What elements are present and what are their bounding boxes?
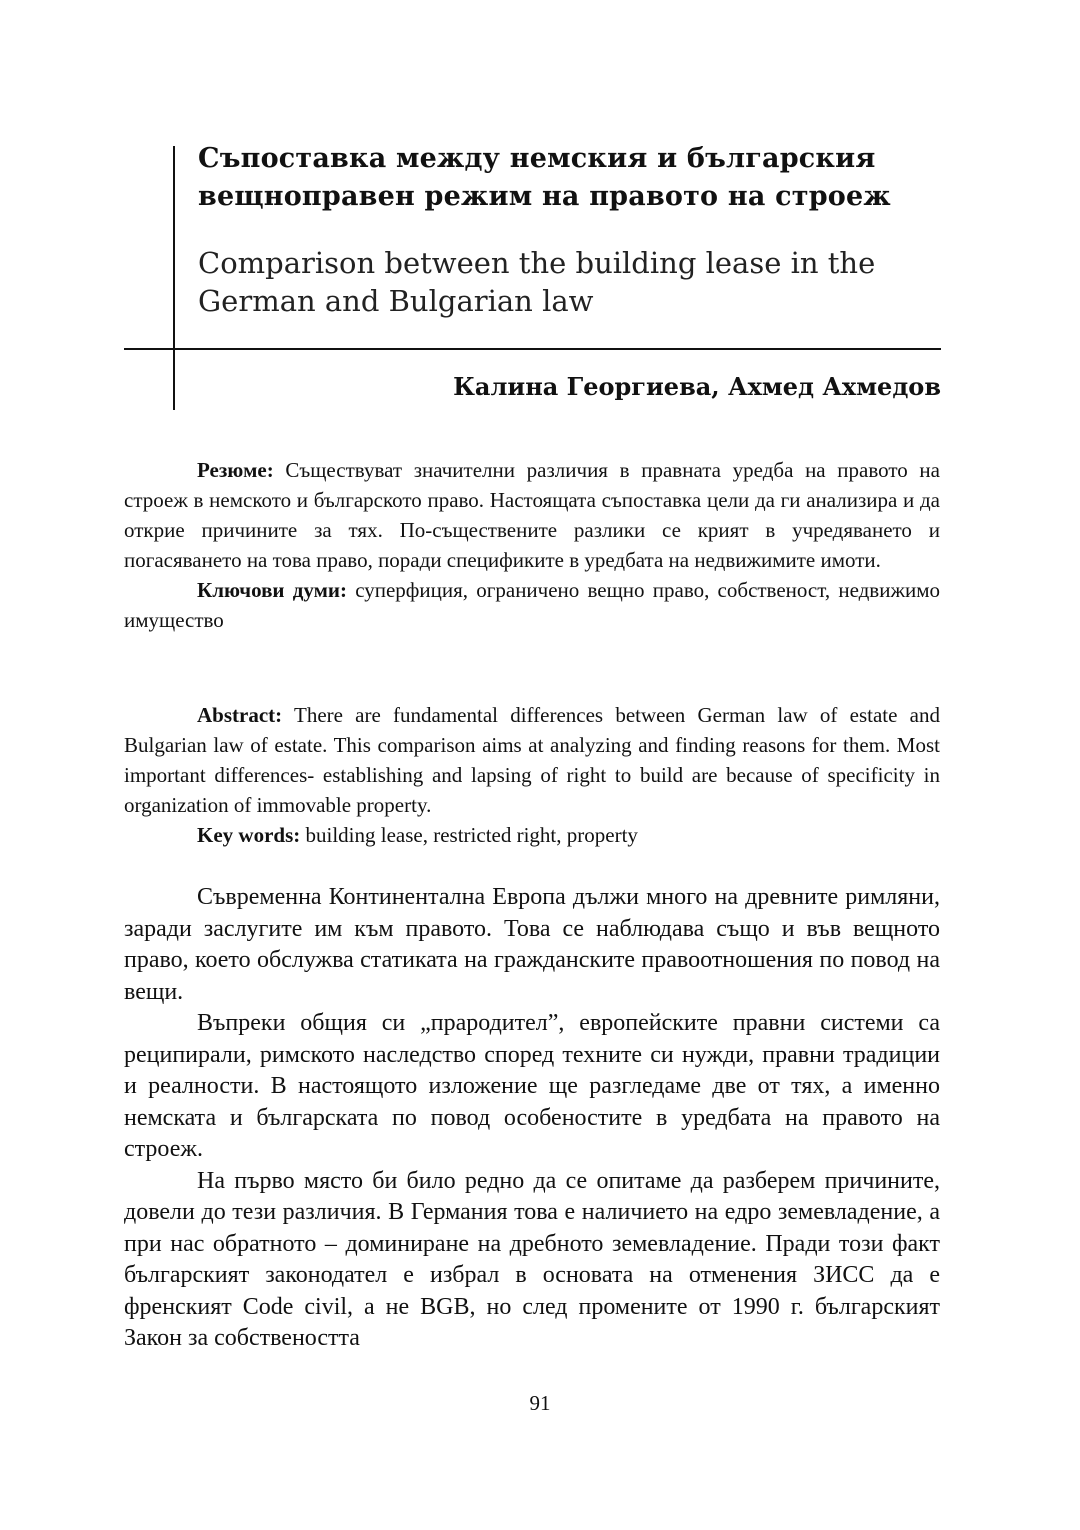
keywords-label: Ключови думи:: [197, 578, 347, 602]
summary-text: Съществуват значителни различия в правната уредба на правото на строеж в немското и българското право. Настоящата съпоставка цели да ги анализира и да открие причините за тях. По-съществените разлики се крият в учредяването и погасяването на това право, поради спецификите в уредбата на недвижимите имоти.: [124, 458, 940, 572]
key-words-text: building lease, restricted right, property: [300, 823, 638, 847]
abstract-paragraph: [124, 700, 940, 820]
keywords-paragraph: [124, 575, 940, 635]
page-number: 91: [529, 1391, 551, 1415]
summary-paragraph: [124, 455, 940, 575]
abstract-text: There are fundamental differences between German law of estate and Bulgarian law of estate. This comparison aims at analyzing and finding reasons for them. Most important differences- establishing and lapsing of right to build are because of specificity in organization of immovable property.: [124, 703, 940, 817]
key-words-label: Key words:: [197, 823, 301, 847]
body-paragraph-2: Въпреки общия си „прародител”, европейските правни системи са реципирали, римското наследство според техните си нужди, правни традиции и реалности. В настоящото изложение ще разгледаме две от тях, а именно немската и българската по повод особеностите в уредбата на правото на строеж.: [124, 1010, 940, 1162]
summary-label: Резюме:: [197, 458, 274, 482]
key-words-paragraph: [124, 820, 940, 850]
abstract-label: Abstract:: [197, 703, 283, 727]
title-english: Comparison between the building lease in the German and Bulgarian law: [198, 246, 876, 318]
title-bulgarian: Съпоставка между немския и българския вещноправен режим на правото на строеж: [198, 143, 891, 212]
authors: Калина Георгиева, Ахмед Ахмедов: [453, 372, 941, 401]
summary-english: [124, 700, 940, 850]
keywords-text: суперфиция, ограничено вещно право, собственост, недвижимо имущество: [124, 578, 940, 632]
body-paragraph-1: Съвременна Континентална Европа дължи много на древните римляни, заради заслугите им към правото. Това се наблюдава също и във вещното право, което обслужва статиката на гражданските правоотношения по повод на вещи.: [124, 884, 940, 1005]
title-vertical-rule: [173, 146, 175, 410]
title-horizontal-rule: [124, 348, 941, 350]
body-text: [124, 882, 940, 1355]
summary-bulgarian: [124, 455, 940, 635]
body-paragraph-3: На първо място би било редно да се опитаме да разберем причините, довели до тези различия. В Германия това е наличието на едро земевладение, а при нас обратното – доминиране на дребното земевладение. Пради този факт българският законодател е избрал в основата на отменения ЗИСС да е френският Code civil, а не BGB, но след промените от 1990 г. българският Закон за собствеността: [124, 1167, 940, 1351]
